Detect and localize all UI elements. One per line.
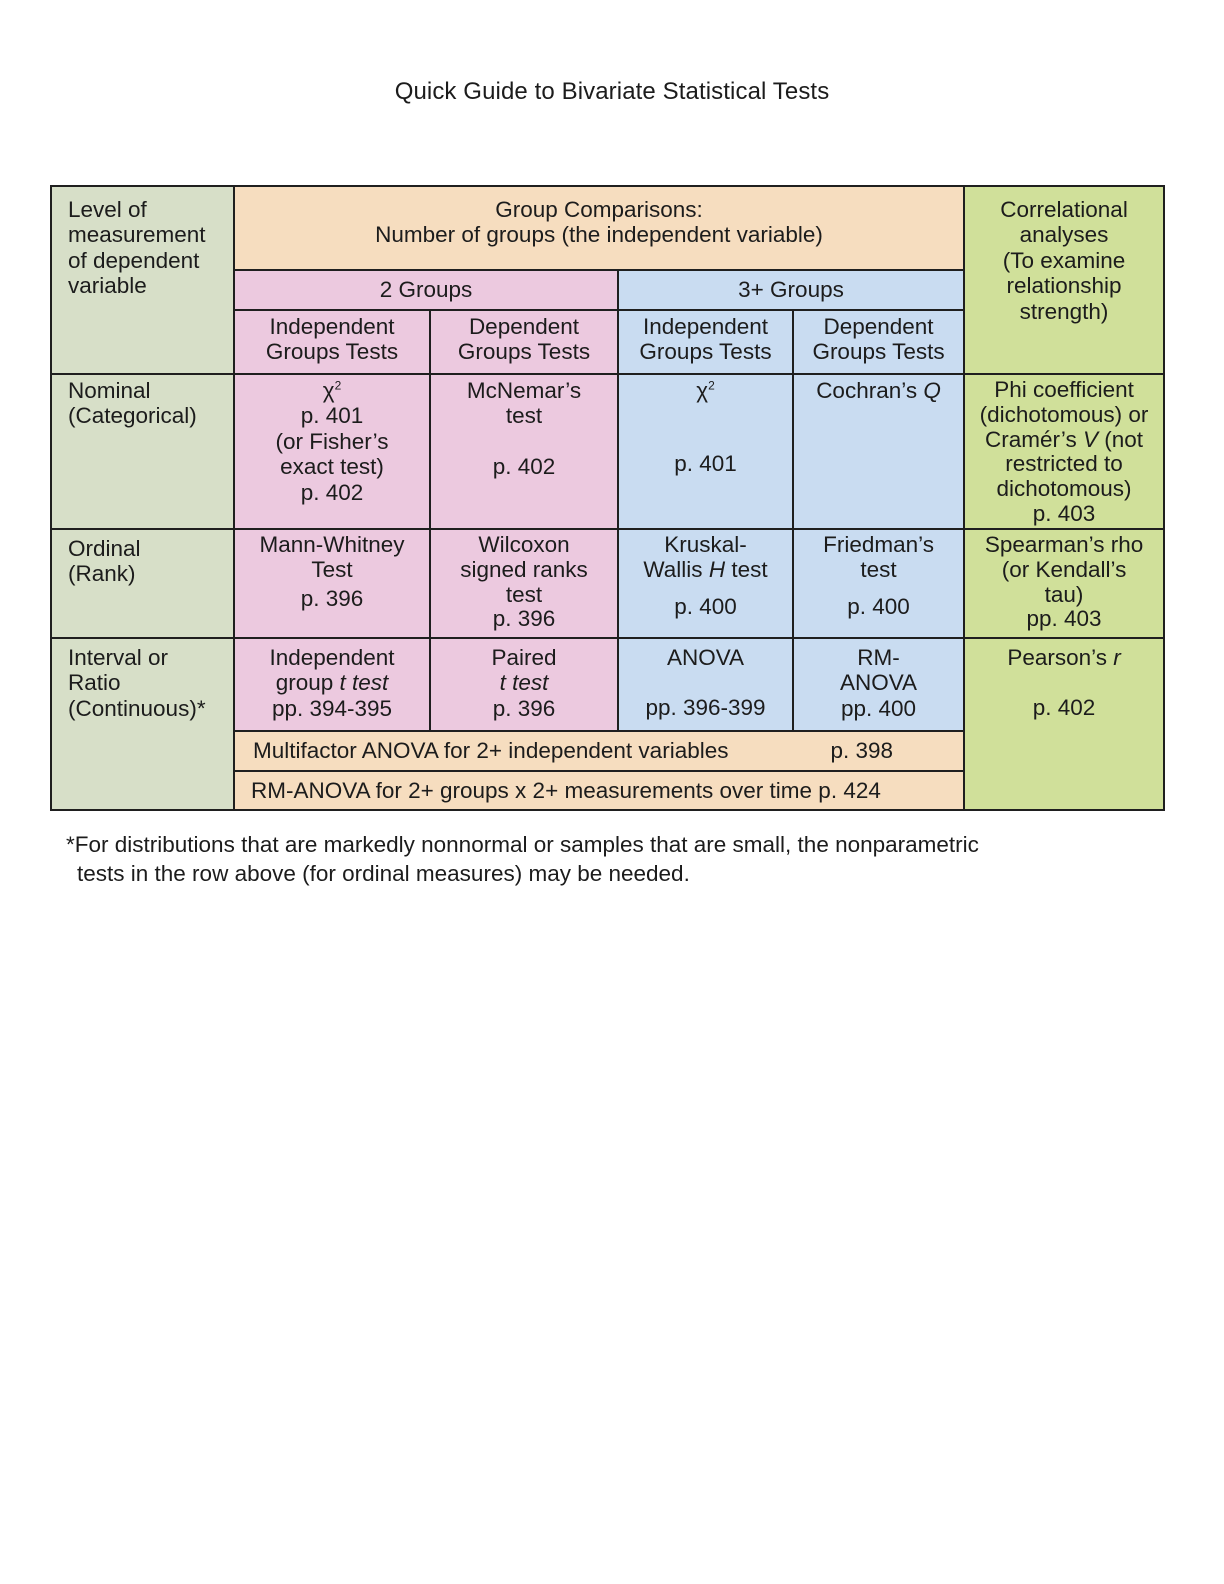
cell-line: test: [860, 556, 897, 582]
cell-line: Pearson’s r: [1007, 645, 1121, 670]
cell-nominal-ind-3: [618, 374, 793, 529]
row-label-line: Ratio: [68, 670, 121, 696]
page-ref: pp. 396-399: [645, 695, 766, 721]
cell-interval-ind-3: [618, 638, 793, 731]
cell-line: ANOVA: [666, 645, 745, 670]
cell-line: Cochran’s Q: [816, 378, 941, 403]
row-label-line: Nominal: [68, 378, 151, 403]
cell-line: (or Kendall’s: [1001, 556, 1127, 582]
cell-line: Phi coefficient: [994, 377, 1134, 402]
three-groups-header: 3+ Groups: [618, 270, 964, 310]
correlational-header-line: strength): [1019, 298, 1109, 324]
corner-header-line: of dependent: [68, 247, 200, 273]
footnote-line: *For distributions that are markedly nonnormal or samples that are small, the nonparametric: [66, 832, 979, 857]
cell-line: t test: [499, 670, 549, 696]
row-label-interval: [51, 638, 234, 810]
header-line: Independent: [269, 314, 395, 339]
header-line: Groups Tests: [639, 339, 772, 365]
cell-line: Test: [311, 556, 353, 582]
cell-line: test: [505, 403, 543, 429]
page-ref: p. 402: [492, 453, 556, 479]
cell-line: RM-: [857, 645, 900, 670]
cell-line: Wallis H test: [643, 556, 768, 582]
cell-line: Paired: [491, 645, 557, 670]
corner-header-line: Level of: [68, 197, 147, 222]
page-ref: pp. 394-395: [271, 695, 393, 721]
cell-line: restricted to: [1005, 451, 1123, 477]
footnote: [66, 830, 979, 889]
cell-line: Cramér’s V (not: [985, 426, 1144, 452]
header-line: Independent: [642, 314, 769, 339]
group-comparisons-subtitle: Number of groups (the independent variable): [375, 222, 823, 248]
dep-2-header: [430, 310, 618, 374]
page-ref: p. 400: [847, 593, 910, 619]
page-ref: p. 402: [300, 479, 364, 505]
page-ref: p. 402: [1032, 695, 1096, 721]
page-ref: p. 396: [492, 695, 556, 721]
header-line: Groups Tests: [457, 339, 591, 365]
row-label-line: Ordinal: [68, 536, 141, 561]
cell-line: ANOVA: [839, 670, 918, 696]
cell-line: Kruskal-: [664, 532, 747, 557]
page-ref: p. 401: [300, 403, 364, 429]
cell-line: tau): [1044, 581, 1084, 607]
header-line: Dependent: [468, 314, 580, 339]
correlational-header-line: Correlational: [1000, 197, 1128, 222]
dep-3-header: [793, 310, 964, 374]
chi-square-symbol: $\chi^2$: [322, 378, 342, 403]
cell-line: (or Fisher’s: [275, 428, 389, 454]
cell-ordinal-dep-3: [793, 529, 964, 638]
correlational-header-line: relationship: [1006, 273, 1122, 299]
cell-ordinal-dep-2: [430, 529, 618, 638]
cell-interval-dep-3: [793, 638, 964, 731]
cell-line: Mann-Whitney: [259, 532, 405, 557]
cell-line: Spearman’s rho: [984, 532, 1144, 557]
group-comparisons-title: Group Comparisons:: [495, 197, 703, 222]
header-line: Groups Tests: [812, 339, 945, 365]
chi-square-symbol: $\chi^2$: [696, 378, 715, 403]
row-label-line: (Categorical): [68, 403, 197, 429]
correlational-header: [964, 186, 1164, 374]
cell-line: signed ranks: [460, 556, 588, 582]
cell-line: exact test): [280, 454, 384, 480]
statistical-tests-table: [50, 185, 1165, 811]
page-ref: p. 396: [300, 585, 364, 611]
cell-line: test: [505, 581, 543, 607]
page-ref: pp. 403: [1026, 606, 1102, 632]
cell-nominal-ind-2: [234, 374, 430, 529]
ind-3-header: [618, 310, 793, 374]
cell-line: group t test: [275, 670, 389, 696]
cell-ordinal-ind-3: [618, 529, 793, 638]
correlational-header-line: analyses: [1019, 222, 1109, 248]
header-line: Dependent: [823, 314, 934, 339]
page-ref: p. 401: [674, 451, 737, 477]
corner-header-cell: [51, 186, 234, 374]
cell-line: Independent: [269, 645, 395, 670]
two-groups-header: 2 Groups: [234, 270, 618, 310]
cell-nominal-corr: [964, 374, 1164, 529]
page-ref: p. 396: [492, 606, 556, 632]
header-line: Groups Tests: [265, 339, 399, 365]
page-ref: p. 403: [1032, 500, 1096, 526]
row-label-nominal: [51, 374, 234, 529]
multifactor-anova-row: [234, 731, 964, 771]
cell-nominal-dep-2: [430, 374, 618, 529]
cell-interval-corr: [964, 638, 1164, 810]
cell-line: Wilcoxon: [478, 532, 570, 557]
row-label-ordinal: [51, 529, 234, 638]
ind-2-header: [234, 310, 430, 374]
cell-ordinal-ind-2: [234, 529, 430, 638]
cell-ordinal-corr: [964, 529, 1164, 638]
row-label-line: Interval or: [68, 645, 169, 670]
correlational-header-line: (To examine: [1002, 247, 1126, 273]
page-ref: pp. 400: [840, 695, 917, 721]
corner-header-line: measurement: [68, 222, 206, 248]
page-ref: p. 400: [674, 593, 737, 619]
cell-interval-ind-2: [234, 638, 430, 731]
cell-line: (dichotomous) or: [979, 401, 1149, 427]
corner-header-line: variable: [68, 273, 147, 299]
group-comparisons-header: [234, 186, 964, 270]
cell-interval-dep-2: [430, 638, 618, 731]
cell-line: McNemar’s: [466, 378, 582, 403]
cell-line: dichotomous): [996, 476, 1132, 501]
footnote-line: tests in the row above (for ordinal measures) may be needed.: [77, 861, 690, 887]
page-title: Quick Guide to Bivariate Statistical Tests: [394, 78, 830, 105]
cell-line: Friedman’s: [823, 532, 934, 557]
rm-anova-row: RM-ANOVA for 2+ groups x 2+ measurements over time p. 424: [234, 771, 964, 810]
multifactor-anova-text: Multifactor ANOVA for 2+ independent variables: [253, 738, 729, 764]
cell-nominal-dep-3: [793, 374, 964, 529]
row-label-line: (Continuous)*: [68, 695, 206, 721]
page-ref: p. 398: [830, 738, 894, 764]
row-label-line: (Rank): [68, 561, 136, 587]
